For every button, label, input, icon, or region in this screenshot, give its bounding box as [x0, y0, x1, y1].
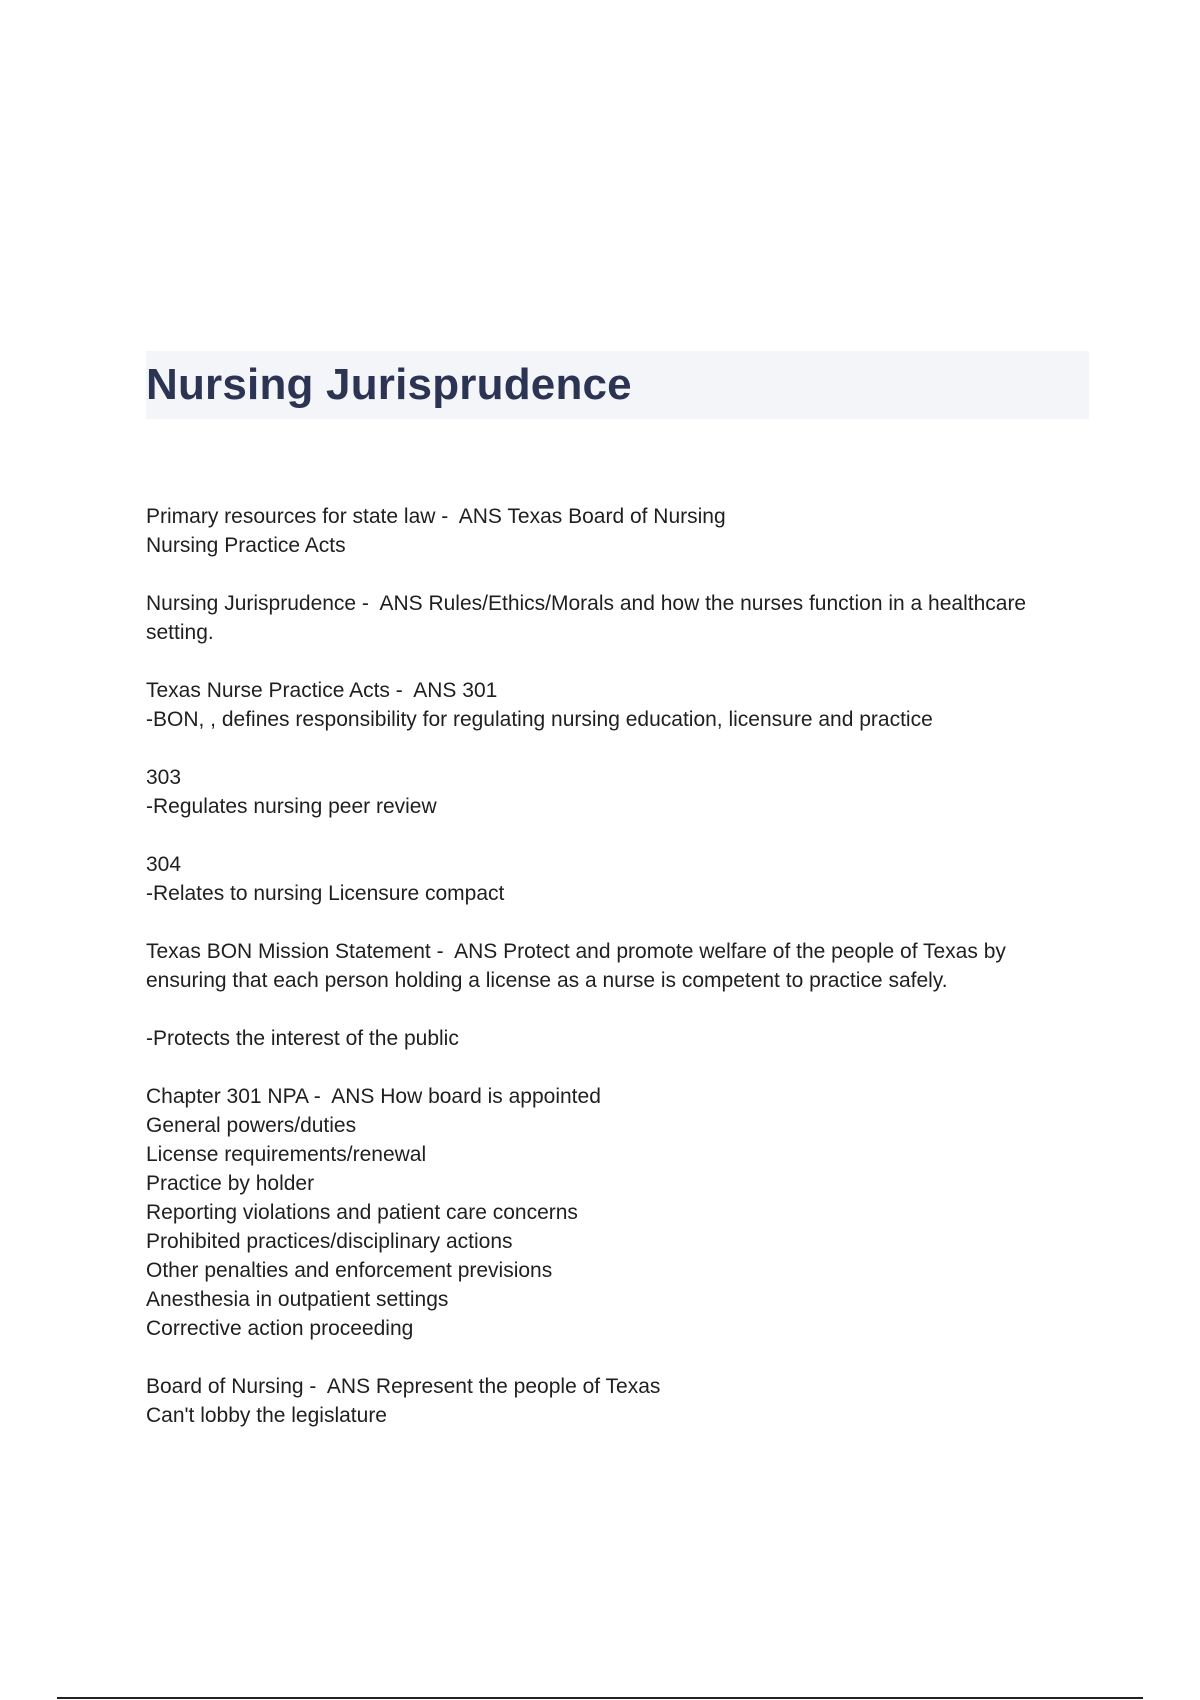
entry-line: -BON, , defines responsibility for regulating nursing education, licensure and practice [146, 708, 933, 731]
entry-line: Can't lobby the legislature [146, 1404, 387, 1427]
entry-protects-public [146, 1024, 1090, 1053]
entry-mission-statement [146, 937, 1090, 995]
entry-line: Nursing Jurisprudence - ANS Rules/Ethics/Morals and how the nurses function in a healthcare setting. [146, 592, 1032, 644]
entry-line: Nursing Practice Acts [146, 534, 346, 557]
entry-board-of-nursing [146, 1372, 1090, 1430]
entry-texas-npa [146, 676, 1090, 734]
entry-line: -Relates to nursing Licensure compact [146, 882, 505, 905]
entry-line: Anesthesia in outpatient settings [146, 1288, 449, 1311]
entry-line: 303 [146, 766, 182, 789]
entry-line: License requirements/renewal [146, 1143, 427, 1166]
entry-primary-resources [146, 502, 1090, 560]
footer-divider [57, 1697, 1143, 1699]
entry-line: Prohibited practices/disciplinary actions [146, 1230, 513, 1253]
entry-line: General powers/duties [146, 1114, 357, 1137]
entry-line: Reporting violations and patient care concerns [146, 1201, 578, 1224]
entry-line: -Protects the interest of the public [146, 1027, 459, 1050]
entry-304 [146, 850, 1090, 908]
entry-line: 304 [146, 853, 182, 876]
entry-line: Texas Nurse Practice Acts - ANS 301 [146, 679, 498, 702]
entry-303 [146, 763, 1090, 821]
entry-line: Board of Nursing - ANS Represent the people of Texas [146, 1375, 661, 1398]
entry-line: Corrective action proceeding [146, 1317, 414, 1340]
document-body [146, 502, 1090, 1459]
entry-line: Other penalties and enforcement previsions [146, 1259, 553, 1282]
entry-line: -Regulates nursing peer review [146, 795, 437, 818]
entry-line: Texas BON Mission Statement - ANS Protect and promote welfare of the people of Texas by ensuring that each person holding a license as a nurse is competent to practice safely. [146, 940, 1012, 992]
entry-chapter-301 [146, 1082, 1090, 1343]
page-title: Nursing Jurisprudence [146, 360, 632, 409]
entry-nursing-jurisprudence [146, 589, 1090, 647]
entry-line: Chapter 301 NPA - ANS How board is appointed [146, 1085, 601, 1108]
entry-line: Primary resources for state law - ANS Texas Board of Nursing [146, 505, 726, 528]
entry-line: Practice by holder [146, 1172, 315, 1195]
